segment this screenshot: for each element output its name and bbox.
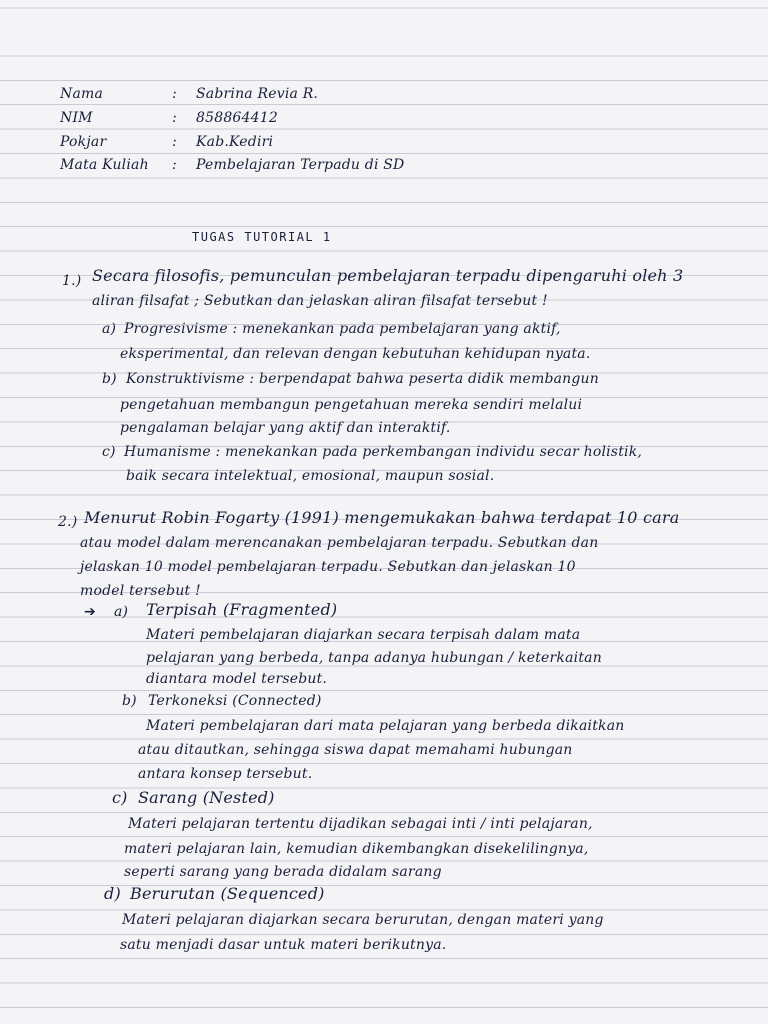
question-number: 1.): [62, 273, 82, 289]
answer-line: eksperimental, dan relevan dengan kebutuhan kehidupan nyata.: [120, 346, 591, 362]
answer-marker: a): [102, 321, 117, 337]
label-mata-kuliah: Mata Kuliah: [60, 157, 149, 173]
label-nim: NIM: [60, 110, 93, 126]
answer-line: antara konsep tersebut.: [138, 766, 313, 782]
answer-line: materi pelajaran lain, kemudian dikembangkan disekelilingnya,: [124, 841, 589, 857]
answer-heading: Terpisah (Fragmented): [146, 600, 338, 619]
answer-heading: Berurutan (Sequenced): [130, 884, 325, 903]
answer-line: Humanisme : menekankan pada perkembangan individu secar holistik,: [124, 444, 643, 460]
question-line: model tersebut !: [80, 583, 201, 599]
value-nama: Sabrina Revia R.: [196, 86, 319, 102]
answer-line: pelajaran yang berbeda, tanpa adanya hubungan / keterkaitan: [146, 650, 602, 666]
answer-line: seperti sarang yang berada didalam sarang: [124, 864, 442, 880]
answer-marker: c): [112, 788, 128, 807]
answer-line: diantara model tersebut.: [146, 671, 328, 687]
answer-marker: c): [102, 444, 116, 460]
label-pokjar: Pokjar: [60, 134, 107, 150]
question-line: atau model dalam merencanakan pembelajaran terpadu. Sebutkan dan: [80, 535, 599, 551]
answer-line: Materi pelajaran diajarkan secara berurutan, dengan materi yang: [122, 912, 604, 928]
label-nama: Nama: [60, 86, 104, 102]
colon: :: [172, 110, 177, 126]
answer-line: Materi pembelajaran diajarkan secara terpisah dalam mata: [146, 627, 581, 643]
answer-line: baik secara intelektual, emosional, maupun sosial.: [126, 468, 495, 484]
answer-marker: b): [122, 693, 137, 709]
colon: :: [172, 86, 177, 102]
arrow-icon: ➔: [84, 604, 96, 620]
answer-heading: Sarang (Nested): [138, 788, 275, 807]
answer-line: pengalaman belajar yang aktif dan interaktif.: [120, 420, 451, 436]
answer-line: Materi pembelajaran dari mata pelajaran yang berbeda dikaitkan: [146, 718, 625, 734]
answer-line: pengetahuan membangun pengetahuan mereka sendiri melalui: [120, 397, 583, 413]
value-nim: 858864412: [196, 110, 278, 126]
page-title: TUGAS TUTORIAL 1: [192, 230, 332, 244]
answer-heading: Terkoneksi (Connected): [148, 693, 322, 709]
answer-line: atau ditautkan, sehingga siswa dapat memahami hubungan: [138, 742, 573, 758]
answer-marker: d): [104, 884, 121, 903]
colon: :: [172, 157, 177, 173]
question-line: aliran filsafat ; Sebutkan dan jelaskan aliran filsafat tersebut !: [92, 293, 548, 309]
value-mata-kuliah: Pembelajaran Terpadu di SD: [196, 157, 405, 173]
question-number: 2.): [58, 514, 78, 530]
answer-line: Progresivisme : menekankan pada pembelajaran yang aktif,: [124, 321, 561, 337]
answer-line: Konstruktivisme : berpendapat bahwa peserta didik membangun: [126, 371, 599, 387]
answer-line: satu menjadi dasar untuk materi berikutnya.: [120, 937, 447, 953]
question-line: Secara filosofis, pemunculan pembelajaran terpadu dipengaruhi oleh 3: [92, 266, 684, 285]
answer-marker: b): [102, 371, 117, 387]
answer-marker: a): [114, 604, 129, 620]
question-line: Menurut Robin Fogarty (1991) mengemukakan bahwa terdapat 10 cara: [84, 508, 680, 527]
answer-line: Materi pelajaran tertentu dijadikan sebagai inti / inti pelajaran,: [128, 816, 593, 832]
value-pokjar: Kab.Kediri: [196, 134, 274, 150]
question-line: jelaskan 10 model pembelajaran terpadu. Sebutkan dan jelaskan 10: [80, 559, 576, 575]
colon: :: [172, 134, 177, 150]
